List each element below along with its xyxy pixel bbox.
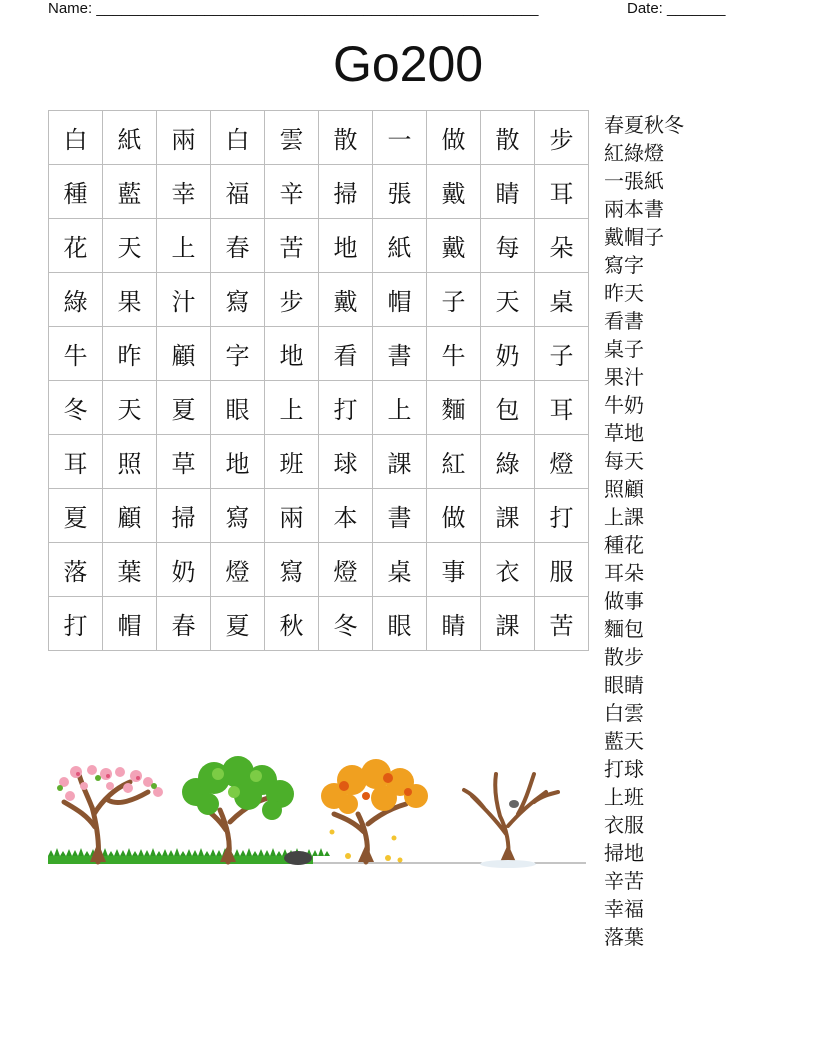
grid-cell: 天 [481,273,535,327]
grid-cell: 掃 [157,489,211,543]
grid-row [49,435,589,489]
grid-cell: 夏 [49,489,103,543]
word-list-item: 每天 [604,449,644,473]
grid-cell: 書 [373,489,427,543]
grid-cell: 地 [265,327,319,381]
grid-cell: 散 [481,111,535,165]
grid-cell: 地 [211,435,265,489]
word-list-item: 耳朵 [604,561,644,585]
grid-cell: 看 [319,327,373,381]
grid-row [49,543,589,597]
grid-cell: 本 [319,489,373,543]
grid-row [49,111,589,165]
grid-cell: 戴 [427,219,481,273]
grid-cell: 戴 [319,273,373,327]
autumn-tree [321,759,428,863]
grid-cell: 每 [481,219,535,273]
word-list-item: 掃地 [604,841,644,865]
word-list-item: 草地 [604,421,644,445]
grid-cell: 包 [481,381,535,435]
word-list-item: 衣服 [604,813,644,837]
date-field-label: Date: _______ [627,0,726,17]
grid-row [49,219,589,273]
grid-cell: 課 [481,489,535,543]
grid-cell: 寫 [265,543,319,597]
grid-cell: 牛 [427,327,481,381]
grid-cell: 桌 [373,543,427,597]
grid-cell: 春 [211,219,265,273]
word-list-item: 果汁 [604,365,644,389]
word-list-item: 昨天 [604,281,644,305]
grid-cell: 冬 [319,597,373,651]
grid-row [49,165,589,219]
grid-cell: 燈 [319,543,373,597]
grid-cell: 紙 [373,219,427,273]
grid-cell: 紙 [103,111,157,165]
word-list-item: 種花 [604,533,644,557]
grid-cell: 麵 [427,381,481,435]
word-list-item: 麵包 [604,617,644,641]
grid-cell: 寫 [211,273,265,327]
grid-cell: 花 [49,219,103,273]
word-list-item: 辛苦 [604,869,644,893]
spring-tree [57,765,163,862]
word-list-item: 散步 [604,645,644,669]
grid-cell: 汁 [157,273,211,327]
grid-cell: 戴 [427,165,481,219]
grid-cell: 打 [49,597,103,651]
grid-cell: 睛 [427,597,481,651]
four-seasons-trees-illustration [48,752,588,872]
grid-cell: 奶 [157,543,211,597]
grid-cell: 帽 [103,597,157,651]
grid-cell: 做 [427,489,481,543]
word-list-item: 春夏秋冬 [604,113,684,137]
word-list-item: 幸福 [604,897,644,921]
grid-cell: 燈 [211,543,265,597]
grid-cell: 奶 [481,327,535,381]
word-list-item: 白雲 [604,701,644,725]
grid-cell: 葉 [103,543,157,597]
word-list-item: 上課 [604,505,644,529]
grid-cell: 上 [373,381,427,435]
grid-cell: 耳 [535,381,589,435]
grid-cell: 步 [265,273,319,327]
grid-cell: 果 [103,273,157,327]
word-list [604,111,684,951]
grid-cell: 耳 [49,435,103,489]
grid-cell: 秋 [265,597,319,651]
grid-cell: 子 [535,327,589,381]
word-list-item: 做事 [604,589,644,613]
grid-cell: 夏 [211,597,265,651]
grid-cell: 辛 [265,165,319,219]
word-list-item: 落葉 [604,925,644,949]
grid-cell: 白 [49,111,103,165]
grid-cell: 照 [103,435,157,489]
grid-cell: 幸 [157,165,211,219]
grid-cell: 地 [319,219,373,273]
grid-cell: 種 [49,165,103,219]
grid-cell: 帽 [373,273,427,327]
grid-cell: 兩 [265,489,319,543]
word-list-item: 牛奶 [604,393,644,417]
grid-cell: 桌 [535,273,589,327]
grid-cell: 春 [157,597,211,651]
word-list-item: 看書 [604,309,644,333]
word-list-item: 寫字 [604,253,644,277]
grid-cell: 耳 [535,165,589,219]
worksheet-header [0,0,816,20]
grid-cell: 打 [319,381,373,435]
grid-cell: 草 [157,435,211,489]
grid-cell: 朵 [535,219,589,273]
word-list-item: 一張紙 [604,169,664,193]
grid-cell: 苦 [265,219,319,273]
word-list-item: 桌子 [604,337,644,361]
grid-cell: 雲 [265,111,319,165]
grid-cell: 天 [103,219,157,273]
grid-cell: 上 [157,219,211,273]
rock [284,851,312,865]
word-list-item: 藍天 [604,729,644,753]
grid-cell: 班 [265,435,319,489]
grid-cell: 昨 [103,327,157,381]
grid-cell: 子 [427,273,481,327]
page-title: Go200 [332,36,484,92]
grid-cell: 牛 [49,327,103,381]
grid-cell: 寫 [211,489,265,543]
grid-cell: 課 [481,597,535,651]
grid-cell: 一 [373,111,427,165]
grid-row [49,489,589,543]
grid-cell: 眼 [373,597,427,651]
grid-cell: 苦 [535,597,589,651]
word-list-item: 照顧 [604,477,644,501]
word-list-item: 打球 [604,757,644,781]
grid-cell: 做 [427,111,481,165]
grid-cell: 顧 [157,327,211,381]
grid-cell: 服 [535,543,589,597]
word-list-item: 上班 [604,785,644,809]
grid-cell: 燈 [535,435,589,489]
grid-row [49,381,589,435]
summer-tree [182,756,294,862]
grid-cell: 兩 [157,111,211,165]
grid-cell: 顧 [103,489,157,543]
word-list-item: 兩本書 [604,197,664,221]
grid-cell: 藍 [103,165,157,219]
word-list-item: 戴帽子 [604,225,664,249]
grid-cell: 球 [319,435,373,489]
grid-cell: 步 [535,111,589,165]
grid-cell: 天 [103,381,157,435]
word-list-item: 紅綠燈 [604,141,664,165]
grid-cell: 白 [211,111,265,165]
word-search-grid [48,110,589,651]
grid-row [49,327,589,381]
grid-cell: 掃 [319,165,373,219]
grid-cell: 紅 [427,435,481,489]
grid-cell: 課 [373,435,427,489]
grid-cell: 福 [211,165,265,219]
grid-cell: 睛 [481,165,535,219]
grid-cell: 夏 [157,381,211,435]
grid-cell: 綠 [481,435,535,489]
grid-row [49,597,589,651]
grid-cell: 上 [265,381,319,435]
grid-cell: 冬 [49,381,103,435]
name-field-label: Name: _____________________________________________________ [48,0,539,17]
grid-cell: 衣 [481,543,535,597]
grid-cell: 打 [535,489,589,543]
winter-tree [464,774,558,868]
grid-cell: 字 [211,327,265,381]
grid-cell: 張 [373,165,427,219]
grid-cell: 書 [373,327,427,381]
grid-row [49,273,589,327]
grid-cell: 落 [49,543,103,597]
grid-cell: 眼 [211,381,265,435]
grid-cell: 事 [427,543,481,597]
grid-cell: 綠 [49,273,103,327]
word-list-item: 眼睛 [604,673,644,697]
grid-cell: 散 [319,111,373,165]
